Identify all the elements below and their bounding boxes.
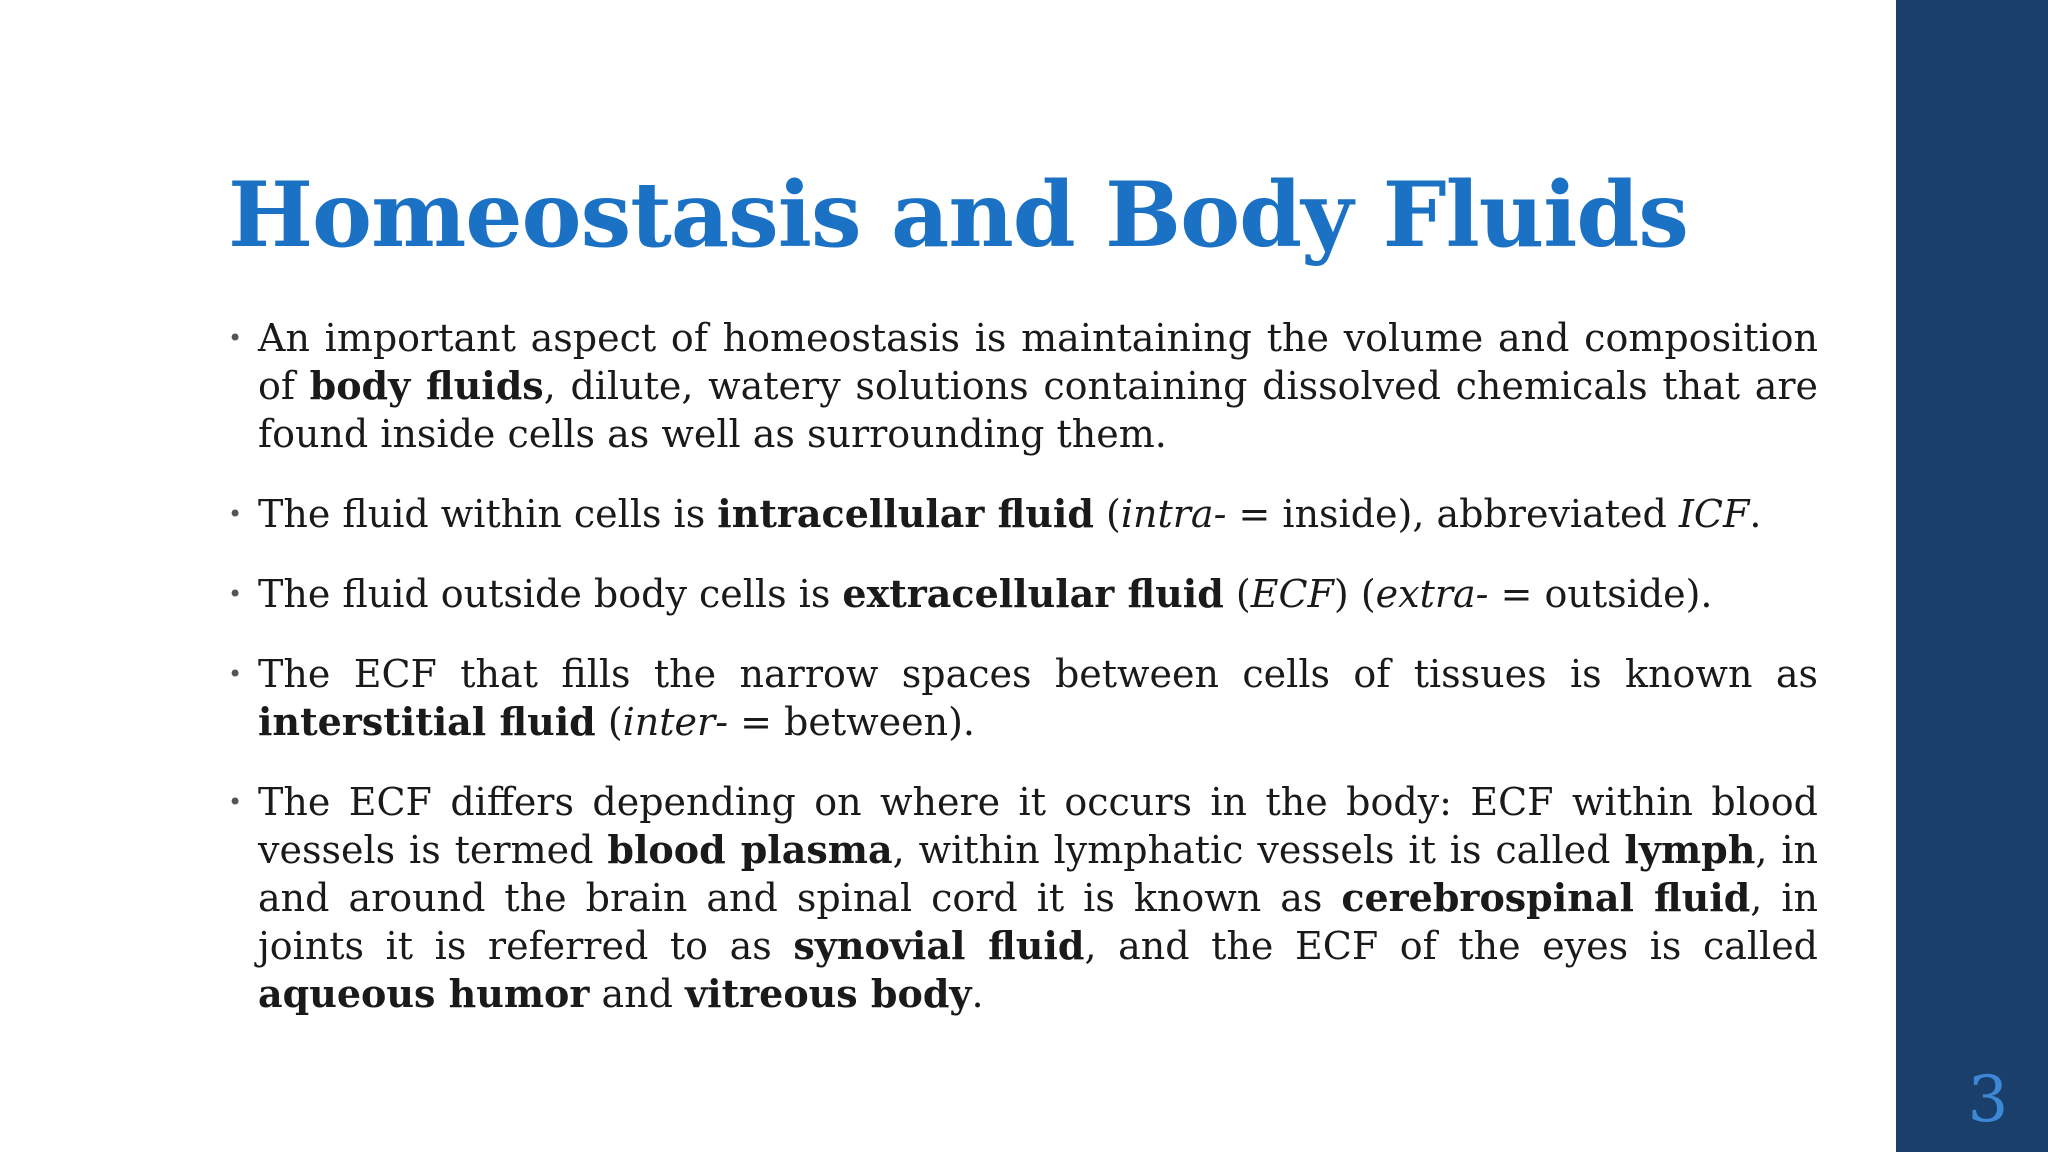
bullet-item-interstitial: [228, 650, 1818, 746]
term-lymph: lymph: [1624, 827, 1756, 872]
bullet-text: , and the ECF of the eyes is called: [1084, 924, 1819, 968]
prefix-intra: intra-: [1120, 492, 1227, 536]
bullet-text: (: [595, 700, 623, 744]
term-vitreous-body: vitreous body: [685, 971, 972, 1016]
bullet-text: , in joints it is referred to as: [258, 876, 1818, 968]
bullet-text: The fluid outside body cells is: [258, 572, 843, 616]
abbrev-ecf: ECF: [1250, 572, 1334, 616]
bullet-item-ecf-types: [228, 778, 1818, 1018]
bullet-text: .: [1749, 492, 1762, 536]
bullet-list: [228, 314, 1818, 1050]
term-blood-plasma: blood plasma: [607, 827, 893, 872]
bullet-text: An important aspect of homeostasis is maintaining the volume and composition of: [258, 316, 1818, 408]
term-extracellular-fluid: extracellular fluid: [842, 571, 1224, 616]
bullet-text: .: [971, 972, 984, 1016]
bullet-text: (: [1093, 492, 1121, 536]
bullet-text: and: [589, 972, 686, 1016]
abbrev-icf: ICF: [1678, 492, 1750, 536]
bullet-dot-icon: •: [228, 500, 243, 528]
page-number: 3: [1967, 1063, 2009, 1137]
term-aqueous-humor: aqueous humor: [258, 971, 590, 1016]
bullet-item-icf: [228, 490, 1818, 538]
term-interstitial-fluid: interstitial fluid: [258, 699, 596, 744]
bullet-text: The ECF differs depending on where it occurs in the body: ECF within blood vessels is termed: [258, 780, 1818, 872]
term-intracellular-fluid: intracellular fluid: [717, 491, 1094, 536]
bullet-text: (: [1223, 572, 1251, 616]
bullet-item-body-fluids: [228, 314, 1818, 458]
bullet-text: , within lymphatic vessels it is called: [892, 828, 1625, 872]
term-cerebrospinal-fluid: cerebrospinal fluid: [1341, 875, 1751, 920]
bullet-dot-icon: •: [228, 788, 243, 816]
side-bar: [1896, 0, 2048, 1152]
bullet-text: The ECF that fills the narrow spaces between cells of tissues is known as: [258, 652, 1818, 696]
bullet-dot-icon: •: [228, 580, 243, 608]
bullet-text: , in and around the brain and spinal cord it is known as: [258, 828, 1818, 920]
slide-title: Homeostasis and Body Fluids: [228, 162, 1688, 268]
bullet-text: ) (: [1333, 572, 1376, 616]
bullet-text: The fluid within cells is: [258, 492, 718, 536]
bullet-dot-icon: •: [228, 324, 243, 352]
bullet-text: = between).: [728, 700, 975, 744]
bullet-text: = inside), abbreviated: [1226, 492, 1679, 536]
term-synovial-fluid: synovial fluid: [793, 923, 1085, 968]
prefix-extra: extra-: [1375, 572, 1489, 616]
bullet-dot-icon: •: [228, 660, 243, 688]
bullet-text: , dilute, watery solutions containing dissolved chemicals that are found inside cells as well as surrounding them.: [258, 364, 1818, 456]
term-body-fluids: body fluids: [309, 363, 544, 408]
bullet-item-ecf: [228, 570, 1818, 618]
prefix-inter: inter-: [622, 700, 729, 744]
bullet-text: = outside).: [1488, 572, 1713, 616]
